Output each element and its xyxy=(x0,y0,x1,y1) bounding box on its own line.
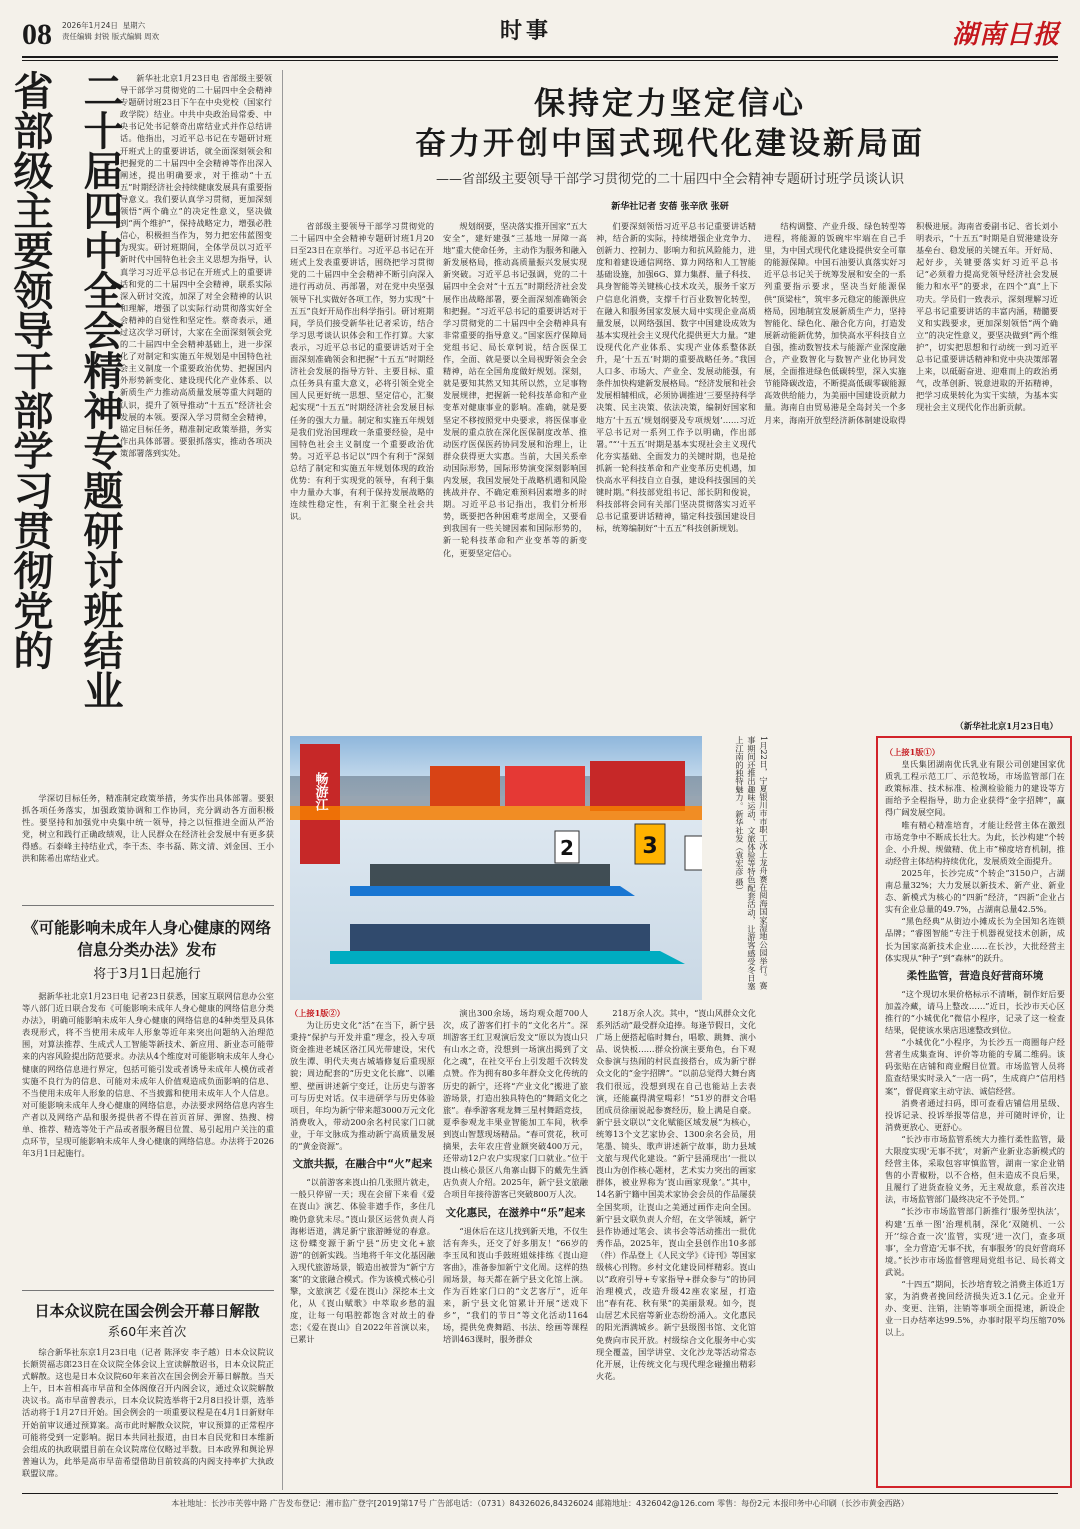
bottom-column-3 xyxy=(596,1007,756,1487)
main-headline-line1: 保持定力坚定信心 xyxy=(534,86,806,122)
header-rule-thin xyxy=(22,60,1058,61)
main-column-1-text: 省部级主要领导干部学习贯彻党的二十届四中全会精神专题研讨班1月20日至23日在京举行。习近平总书记在开班式上发表重要讲话，围绕把学习贯彻党的二十届四中全会精神不断引向深入进行再动员、再部署，对在党中央坚强领导下扎实做好各项工作，努力实现“十五五”良好开局作出科学指引。研讨班期间，学员们接受新华社记者采访，结合学习思考谈认识体会和工作打算。大家表示，习近平总书记的重要讲话对于全面深刻准确领会和把握“十五五”时期经济社会发展的指导方针、主要目标、重点任务具有重大意义，必将引领全党全国人民更好统一思想、坚定信心，汇聚起实现“十五五”时期经济社会发展目标任务的强大力量。制定和实施五年规划是我们党治国理政一条重要经验，是中国特色社会主义制度一个重要政治优势。习近平总书记以“四个有利于”深刻总结了制定和实施五年规划体现的政治优势：有利于实现党的领导，有利于集中力量办大事，有利于保持发展战略的连续性稳定性，有利于汇聚全社会共识。 xyxy=(290,221,434,522)
banner-text: 畅游江 xyxy=(312,772,328,811)
right-paragraph: 皇氏集团湖南优氏乳业有限公司创建国家优质乳工程示范工厂、示范牧场，市场监管部门在政策标准、技术标准、检测检验能力的建设等方面给予全程指导，助力企业获得“金字招牌”，赢得广阔发展空间。 xyxy=(885,759,1065,818)
section-title: 时事 xyxy=(500,19,553,44)
article2-subtitle: 将于3月1日起施行 xyxy=(93,967,201,982)
bottom-column-2 xyxy=(443,1007,588,1487)
main-subtitle: ——省部级主要领导干部学习贯彻党的二十届四中全会精神专题研讨班学员谈认识 xyxy=(435,172,904,187)
editors: 责任编辑 封锐 版式编辑 周欢 xyxy=(62,32,160,41)
bottom-subhead-2: 文化惠民，在滋养中“乐”起来 xyxy=(445,1206,586,1219)
right-paragraph: 2025年，长沙完成“个转企”3150户，占湖南总量32%；大力发展以新技术、新产业、新业态、新模式为核心的“四新”经济，“四新”企业占实有企业总量的49.7%，占湖南总量42.5%。 xyxy=(885,867,1065,915)
article3-title: 日本众议院在国会例会开幕日解散 xyxy=(34,1302,260,1320)
photo-caption: 1月22日，宁夏银川市市职工冰上龙舟赛在阅海国家湿地公园举行。赛事期间还推出趣味运动、文旅体验等特色配套活动，让游客感受冬日塞上江南的独特魅力。新华社发（袁宏彦 摄） xyxy=(735,736,769,991)
bottom-subhead-1: 文旅共振，在融合中“火”起来 xyxy=(292,1158,433,1171)
left-article-body-continued xyxy=(22,792,274,876)
article3-text: 综合新华社东京1月23日电（记者 陈泽安 李子越）日本众议院议长额贺福志郎23日在众议院全体会议上宣读解散诏书，日本众议院正式解散。这也是日本众议院60年来首次在国会例会开幕日解散。当天上午，日本首相高市早苗和全体阁僚召开内阁会议，通过众议院解散决议书。高市早苗曾表示，日本众议院选举将于2月8日投计票，选举活动将于1月27日开始。国会例会的一项重要议程是在4月1日新财年开始前审议通过预算案。高市此时解散众议院，审议预算的正常程序可能将受到一定影响。据日本共同社报道，由日本自民党和日本维新会组成的执政联盟目前在众议院席位仅略过半数。日本政界和舆论界普遍认为，此举是高市早苗希望借助目前较高的内阁支持率扩大执政联盟议席。 xyxy=(22,1347,274,1478)
bottom-column-4 xyxy=(764,1007,868,1487)
photo-illustration xyxy=(290,736,702,1000)
svg-text:2: 2 xyxy=(560,836,574,860)
issue-weekday: 星期六 xyxy=(122,21,146,30)
main-byline: 新华社记者 安蓓 张辛欣 张研 xyxy=(611,202,729,212)
newspaper-logo: 湖南日报 xyxy=(952,20,1061,50)
divider xyxy=(22,905,274,906)
article2-text: 据新华社北京1月23日电 记者23日获悉，国家互联网信息办公室等八部门近日联合发布《可能影响未成年人身心健康的网络信息分类办法》，明确可能影响未成年人身心健康的网络信息的4种类型及具体表现形式，将不当使用未成年人形象等近年来突出问题纳入治理范围，对算法推荐、生成式人工智能等新技术、新应用、新业态可能带来的内容风险提出防范要求。办法从4个维度对可能影响未成年人身心健康的网络信息进行界定，包括可能引发或者诱导未成年人模仿或者实施不良行为的信息、可能对未成年人价值观造成负面影响的信息、不当使用未成年人形象的信息、不当披露和使用未成年人个人信息。对可能影响未成年人身心健康的网络信息，办法要求网络信息内容生产者以及网络产品和服务提供者不得在首页首屏、弹窗、热搜、榜单、推荐、精选等处于产品或者服务醒目位置、易引起用户关注的重点环节，呈现可能影响未成年人身心健康的网络信息。办法将于2026年3月1日起施行。 xyxy=(22,991,274,1159)
right-subhead: 柔性监管，营造良好营商环境 xyxy=(906,969,1044,982)
article3-subtitle: 系60年来首次 xyxy=(107,1324,187,1339)
main-headline-line2: 奋力开创中国式现代化建设新局面 xyxy=(415,126,925,162)
main-column-2 xyxy=(443,220,587,730)
svg-text:3: 3 xyxy=(642,834,658,859)
right-paragraph: “十四五”期间，长沙培育较之消费主体近1万家，为消费者挽回经济损失近3.1亿元。企业开办、变更、注销，注销等事项全面提速，新设企业一日办结率达99.5%，办事时限平均压缩70%以上。 xyxy=(885,1279,1065,1338)
right-paragraph: “长沙市市场监管部门新推行‘服务型执法’，构建‘五单一图’治理机制，深化‘双随机、一公开’‘综合查一次’监管，实现‘进一次门，查多项事’，全力营造‘无事不扰，有事服务’的良好营商环境。”长沙市市场监督管理局党组书记、局长蒋文武说。 xyxy=(885,1206,1065,1277)
bottom-column-3-text: 218万余人次。其中，“崀山风群众文化系列活动”最受群众追捧。每逢节假日，文化广场上便搭起临时舞台，唱歌、跳舞、演小品、说快板……群众扮演主要角色，台下观众参演与热闹的村民直接搭台，成为新宁群众文化的“金字招牌”。“以前总觉得大舞台离我们很远，没想到现在自己也能站上去表演，还能赢得满堂喝彩！”51岁的群文合唱团成员徐丽说起参赛经历，脸上满是自豪。新宁县文联以“文化赋能区域发展”为核心，统筹13个文艺家协会、1300余名会员，用笔墨、镜头、歌声讲述新宁故事，助力县域文旅与现代化建设。“新宁县涌现出‘一批以崀山为创作核心题材，艺术实力突出的画家群体，被业界称为‘崀山画家现象’。”其中，14名新宁籍中国美术家协会会员的作品屡获全国奖项，让崀山之美通过画作走向全国。新宁县文联负责人介绍，在文学领域，新宁县作协通过笔会、读书会等活动推出一批优秀作品，2025年，崀山全县创作出10多部（件）作品登上《人民文学》《诗刊》等国家级核心刊物。乡村文化建设同样精彩。崀山以“政府引导+专家指导+群众参与”的协同治理模式，改造升级42座农家屋，打造出“春有花、秋有果”的美丽景观。如今，崀山居艺术民宿等新业态纷纷涌入。文化惠民的阳光洒满城乡。新宁县级图书馆、文化馆免费向市民开放。村级综合文化服务中心实现全覆盖，国学讲堂、文化沙龙等活动常态化开展，让传统文化与现代理念碰撞出精彩火花。 xyxy=(596,1008,756,1381)
left-headline-col1: 省部级主要领导干部学习贯彻党的 xyxy=(7,70,53,670)
main-column-3 xyxy=(596,220,756,730)
bottom-column-1-text: 为让历史文化“活”在当下，新宁县秉持“保护与开发并重”理念，投入专项资金推进老城区洛江风光带建设，宋代放生潭、明代夫夷古城墙修复后重现原貌；周边配套的“历史文化长廊”、以雕塑、壁画讲述新宁变迁，让历史与游客可与历史对话。仅丰进研学与历史体验项目，年均为新宁带来超3000万元文化消费收入，带动200余名村民家门口就业，于年文脉成为推动新宁高质量发展的“黄金资源”。 xyxy=(290,1020,435,1152)
page-number: 08 xyxy=(22,18,52,51)
bottom-column-1 xyxy=(290,1007,435,1487)
article3-body xyxy=(22,1346,274,1498)
bottom-column-2b-text: “退休后在这儿找到新天地，不仅生活有奔头，还交了好多朋友！”66岁的李玉凤和崀山手鼓班姐妹排练《崀山迎客曲》，准备参加新宁文化周。这样的热闹场景，每天都在新宁县文化馆上演。作为百姓家门口的“文艺客厅”，近年来，新宁县文化馆累计开展“送戏下乡”，“我们的节日”等文化活动1164场，提供免费舞蹈、书法、绘画等课程培训463课时，服务群众 xyxy=(443,1225,588,1345)
column-rule xyxy=(282,70,283,1490)
main-dateline: （新华社北京1月23日电） xyxy=(955,722,1058,732)
left-article-text: 新华社北京1月23日电 省部级主要领导干部学习贯彻党的二十届四中全会精神专题研讨班23日下午在中央党校（国家行政学院）结业。中共中央政治局常委、中央书记处书记蔡奇出席结业式并作总结讲话。他指出，习近平总书记在专题研讨班开班式上的重要讲话，就全面深刻领会和把握党的二十届四中全会精神等作出深入阐述，提出明确要求，对于推动“十五五”时期经济社会持续健康发展具有重要指导意义。我们要认真学习贯彻，更加深刻领悟“两个确立”的决定性意义，坚决做到“两个维护”，保持战略定力，增强必胜信心，积极担当作为，努力把宏伟蓝图变为现实。研讨班期间，全体学员以习近平新时代中国特色社会主义思想为指导，认真学习习近平总书记在开班式上的重要讲话和党的二十届四中全会精神，联系实际深入研讨交流，加深了对全会精神的认识和理解，增强了以实际行动贯彻落实好全会精神的自觉性和坚定性。蔡奇表示，通过这次学习研讨，大家在全面深刻领会党的二十届四中全会精神基础上，进一步深化了对制定和实施五年规划是中国特色社会主义制度一个重要政治优势、把握国内外形势新变化、建设现代化产业体系、以新质生产力推动高质量发展等重大问题的认识，提升了领导推动“十五五”经济社会发展的本领。要深入学习贯彻全会精神，锚定目标任务，精准制定政策举措，务实作出具体部署。要狠抓落实，推动各项决策部署落到实处。 xyxy=(120,73,272,458)
continued-from-label-right: （上接1版①） xyxy=(885,747,940,757)
boat-back xyxy=(350,864,635,896)
right-paragraph: 消费者通过扫码，即可查看店铺信用星级、投诉记录、投诉举报等信息，并可随时评价，让消费更放心、更舒心。 xyxy=(885,1097,1065,1132)
main-column-4-text: 结构调整、产业升级、绿色转型等进程，将能源的饭碗牢牢端在自己手里，为中国式现代化建设提供安全可靠的能源保障。中国石油要认真落实好习近平总书记关于统筹发展和安全的一系列重要指示要求，坚决当好能源保供“顶梁柱”，筑牢多元稳定的能源供应格局，因地制宜发展新质生产力，坚持智能化、绿色化、融合化方向，打造发展新动能新优势，加快高水平科技自立自强，推动数智技术与能源产业深度融合，产业数智化与数智产业化协同发展，全面推进绿色低碳转型，深入实施节能降碳改造，不断提高低碳零碳能源高效供给能力，为美丽中国建设贡献力量。海南自由贸易港是全岛封关一个多月来，海南开放型经济新体制建设取得积极进展。海南省委副书记、省长刘小明表示，“十五五”时期是自贸港建设夯基垒台、稳发展的关键五年。开好局、起好步，关键要落实好习近平总书记“必须着力提高党领导经济社会发展能力和水平”的要求，在四个“真”上下功夫。学员们一致表示，深刻理解习近平总书记重要讲话的丰富内涵，精髓要义和实践要求，更加深刻领悟“两个确立”的决定性意义，要坚决做到“两个维护”，切实把思想和行动统一到习近平总书记重要讲话精神和党中央决策部署上来，以砥砺奋进、迎难而上的政治勇气，改革创新、锐意进取的开拓精神，把学习成果转化为实干实绩，为基本实现社会主义现代化作出新贡献。 xyxy=(764,221,1058,425)
left-article-body xyxy=(120,72,272,802)
main-column-3-text: 们要深刻领悟习近平总书记重要讲话精神，结合新的实际，持续增强企业竞争力、创新力、控制力、影响力和抗风险能力，进度和着建设通信网络、算力网络和人工智能基础设施，加强6G、算力集群、量子科技、具身智能等关键核心技术攻关，服务千家万户信息化消费，支撑千行百业数智化转型，在融入和服务国家发展大局中实现企业高质量发展，以网络强国、数字中国建设成效为基本实现社会主义现代化提供更大力量。“建设现代化产业体系、实现产业体系整体跃升，是‘十五五’时期的重要战略任务。”我国人口多、市场大、产业全、发展动能强，有条件加快构建新发展格局。“经济发展和社会发展相辅相成，必须协调推进‘三要坚持科学决策、民主决策、依法决策，编制好国家和地方‘十五五’规划纲要及专项规划’……习近平总书记对一系列工作予以明确，作出部署。”“‘十五五’时期是基本实现社会主义现代化夯实基础、全面发力的关键时期，也是抢抓新一轮科技革命和产业变革历史机遇，加快高水平科技自立自强，建设科技强国的关键时期。”科技部党组书记、部长阴和俊说，科技部将会同有关部门坚决贯彻落实习近平总书记重要讲话精神，锚定科技强国建设目标，统筹编制好“十五五”科技创新规划。 xyxy=(596,221,756,534)
right-paragraph: “小城优化”小程序，为长沙五一商圈每户经营者生成集查询、评价等功能的专属二维码。该码张贴在店铺和商业醒目位置。市场监管人员将监查结果实时录入“一店一码”，生成商户“信用档案”，督促商家主动守法、诚信经营。 xyxy=(885,1037,1065,1096)
footer-rule xyxy=(22,1493,1058,1494)
right-paragraph: 唯有精心精准培育，才能让经营主体在激烈市场竞争中不断成长壮大。为此，长沙构建“个转企、小升规、规做精、优上市”梯度培育机制，推动经营主体结构持续优化，发展质效全面提升。 xyxy=(885,819,1065,866)
bottom-column-2-text: 演出300余场，场均观众超700人次，成了游客们打卡的“文化名片”。深圳游客王红卫观演后发文“原以为崀山只有山水之奇，没想到一场演出揭到了文化之魂”，在社交平台上引发超千次转发点赞。作为拥有80多年群众文化传统的历史的新宁，还将“产业文化”搬进了旅游场景，打造出独具特色的“舞蹈文化之旅”。春季游客观龙舞三星村舞蹈竞技，夏季参观龙丰果业智能加工车间，秋季到崀山智慧现场精品。“春可赏花，秋可摘果，去年农庄营业额突破400万元，还带动12户农户实现家门口就业。”位于崀山核心景区八角寨山脚下的戴先生酒店负责人介绍。2025年，新宁县文旅融合项目年接待游客已突破800万人次。 xyxy=(443,1008,588,1200)
footer-imprint: 本社地址：长沙市芙蓉中路 广告发布登记：湘市监广登字[2019]第17号 广告部电话：（0731）84326026,84326024 邮箱地址：4326042@126.com 零售：每份2元 本报印务中心印刷（长沙市黄金西路） xyxy=(171,1499,909,1508)
right-paragraph: “这个现切水果价格标示不清晰，制作好后要加盖冷藏，请马上整改……”近日，长沙市天心区推行的“小城优化”微信小程序，记录了这一检查结果，促使该水果店迅速整改到位。 xyxy=(885,988,1065,1036)
header-meta xyxy=(62,20,159,42)
bottom-column-1b-text: “以前游客来崀山拍几张照片就走，一般只停留一天；现在会留下来看《爱在崀山》演艺、体验非遗手作，多住几晚仍意犹未尽。”崀山景区运营负责人肖海彬语道，满足新宁旅游睡觉的春意。这份蝶变源于新宁县“历史文化+旅游”的创新实践。当地将千年文化基因融入现代旅游场景，锻造出被誉为“新宁方案”的文旅融合模式。作为该模式核心引擎，文旅演艺《爱在崀山》深挖本土文化，从《崀山赋歌》中萃取乡愁的温度，让每一句唱腔都饱含对故土的眷恋；《爱在崀山》自2022年首演以来，已累计 xyxy=(290,1177,435,1345)
article2-body xyxy=(22,990,274,1280)
left-article-text-2: 学深切目标任务，精准制定政策举措，务实作出具体部署。要狠抓各项任务落实，加强政策协调和工作协同，充分调动各方面积极性。要坚持和加强党中央集中统一领导，持之以恒推进全面从严治党，树立和践行正确政绩观，让人民群众在经济社会发展中有更多获得感。石泰峰主持结业式，李干杰、李书磊、陈文清、刘金国、王小洪和陈希出席结业式。 xyxy=(22,793,274,864)
header-rule xyxy=(22,56,1058,58)
left-headline-col2: 二十届四中全会精神专题研讨班结业 xyxy=(77,70,123,710)
main-column-4 xyxy=(764,220,1058,720)
main-column-1 xyxy=(290,220,434,730)
main-column-2-text: 规划纲要，坚决落实推开国家“五大安全”，建好建强“三基地一屏障一高地”重大使命任务，主动作为服务和融入新发展格局，推动高质量振兴发展实现新突破。习近平总书记强调，党的二十届四中全会对“十五五”时期经济社会发展作出战略部署，要全面深刻准确领会和把握。“习近平总书记的重要讲话对于学习贯彻党的二十届四中全会精神具有非常重要的指导意义。”国家医疗保障局党组书记、局长章轲说，结合医保工作，全面、就是要以全局视野领会全会精神，站在全国角度做好规划。深刻，就是要知其然又知其所以然，立足事物发展规律，把握新一轮科技革命和产业变革对健康事业的影响。准确，就是要坚定不移按照党中央要求，将医保事业发展的重点放在深化医保制度改革、推动医疗医保医药协同发展和治理上，让群众获得更大实惠。当前，大国关系牵动国际形势，国际形势演变深刻影响国内发展，我国发展处于战略机遇和风险挑战并存、不确定难预料因素增多的时期。习近平总书记指出，我们分析形势，既要把各种困难考虑周全，又要看到我国有一些关键因素和国际形势的，新一轮科技革命和产业变革等的新变化，更要坚定信心。 xyxy=(443,221,587,558)
right-paragraph: “长沙市市场监管系统大力推行柔性监管，最大限度实现‘无事不扰’，对新产业新业态新模式的经营主体，采取包容审慎监管，湖南一家企业销售的小青椒粉，以不合格，但未造成不良后果，且履行了进货查验义务，无主观故意，系首次违法，市场监管部门最终决定不予处罚。” xyxy=(885,1133,1065,1205)
divider xyxy=(22,1290,274,1291)
dragon-boat-photo xyxy=(290,736,702,1000)
article2-title: 《可能影响未成年人身心健康的网络信息分类办法》发布 xyxy=(22,919,271,959)
right-paragraph: “黑色经典”从街边小摊成长为全国知名连锁品牌；“睿图智能”专注于机器视觉技术创新，成长为国家高新技术企业……在长沙，大批经营主体实现从“种子”到“森林”的跃升。 xyxy=(885,916,1065,963)
issue-date: 2026年1月24日 xyxy=(62,21,118,30)
continued-article-body xyxy=(885,746,1065,1481)
boat-front xyxy=(330,924,685,964)
continued-from-label: （上接1版②） xyxy=(290,1008,345,1018)
